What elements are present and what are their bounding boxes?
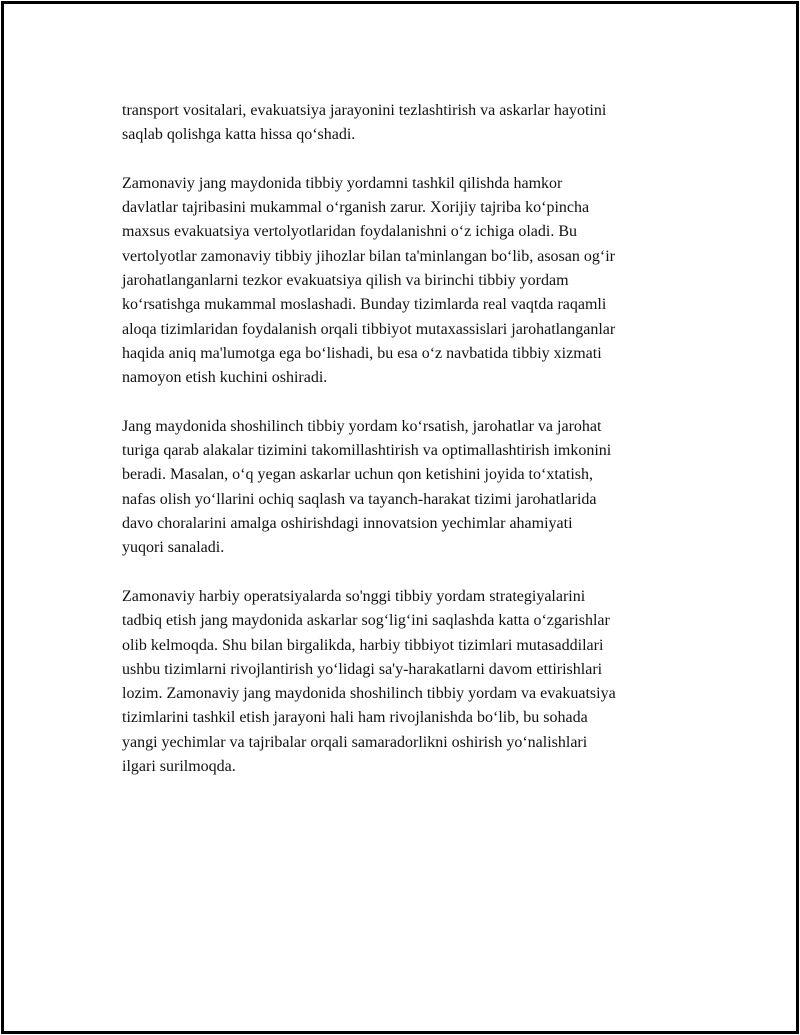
text-line: ko‘rsatishga mukammal moslashadi. Bunday tizimlarda real vaqtda raqamli [122,296,607,314]
text-line: saqlab qolishga katta hissa qo‘shadi. [122,126,356,144]
text-line: beradi. Masalan, o‘q yegan askarlar uchun qon ketishini joyida to‘xtatish, [122,466,593,484]
text-line: tizimlarini tashkil etish jarayoni hali ham rivojlanishda bo‘lib, bu sohada [122,709,588,727]
document-body [122,99,702,804]
text-line: turiga qarab alakalar tizimini takomillashtirish va optimallashtirish imkonini [122,442,612,460]
paragraph-2 [122,172,702,391]
document-page [1,1,799,1034]
text-line: tadbiq etish jang maydonida askarlar sog‘lig‘ini saqlashda katta o‘zgarishlar [122,612,610,630]
text-line: ilgari surilmoqda. [122,758,236,776]
paragraph-4 [122,585,702,779]
paragraph-3 [122,415,702,561]
text-line: jarohatlanganlarni tezkor evakuatsiya qilish va birinchi tibbiy yordam [122,272,569,290]
text-line: Zamonaviy harbiy operatsiyalarda so'nggi tibbiy yordam strategiyalarini [122,587,586,605]
text-line: aloqa tizimlaridan foydalanish orqali tibbiyot mutaxassislari jarohatlanganlar [122,320,616,338]
text-line: Jang maydonida shoshilinch tibbiy yordam ko‘rsatish, jarohatlar va jarohat [122,417,602,435]
text-line: davo choralarini amalga oshirishdagi innovatsion yechimlar ahamiyati [122,515,573,533]
text-line: nafas olish yo‘llarini ochiq saqlash va tayanch-harakat tizimi jarohatlarida [122,490,597,508]
text-line: olib kelmoqda. Shu bilan birgalikda, harbiy tibbiyot tizimlari mutasaddilari [122,636,604,654]
text-line: ushbu tizimlarni rivojlantirish yo‘lidagi sa'y-harakatlarni davom ettirishlari [122,660,603,678]
text-line: yangi yechimlar va tajribalar orqali samaradorlikni oshirish yo‘nalishlari [122,733,588,751]
text-line: lozim. Zamonaviy jang maydonida shoshilinch tibbiy yordam va evakuatsiya [122,685,616,703]
text-line: transport vositalari, evakuatsiya jarayonini tezlashtirish va askarlar hayotini [122,102,607,119]
text-line: namoyon etish kuchini oshiradi. [122,369,328,387]
text-line: vertolyotlar zamonaviy tibbiy jihozlar bilan ta'minlangan bo‘lib, asosan og‘ir [122,247,615,265]
text-line: maxsus evakuatsiya vertolyotlaridan foydalanishni o‘z ichiga oladi. Bu [122,223,577,241]
text-line: Zamonaviy jang maydonida tibbiy yordamni tashkil qilishda hamkor [122,174,563,192]
paragraph-1 [122,99,702,148]
text-line: davlatlar tajribasini mukammal o‘rganish zarur. Xorijiy tajriba ko‘pincha [122,199,590,217]
text-line: yuqori sanaladi. [122,539,225,557]
text-line: haqida aniq ma'lumotga ega bo‘lishadi, bu esa o‘z navbatida tibbiy xizmati [122,344,602,362]
